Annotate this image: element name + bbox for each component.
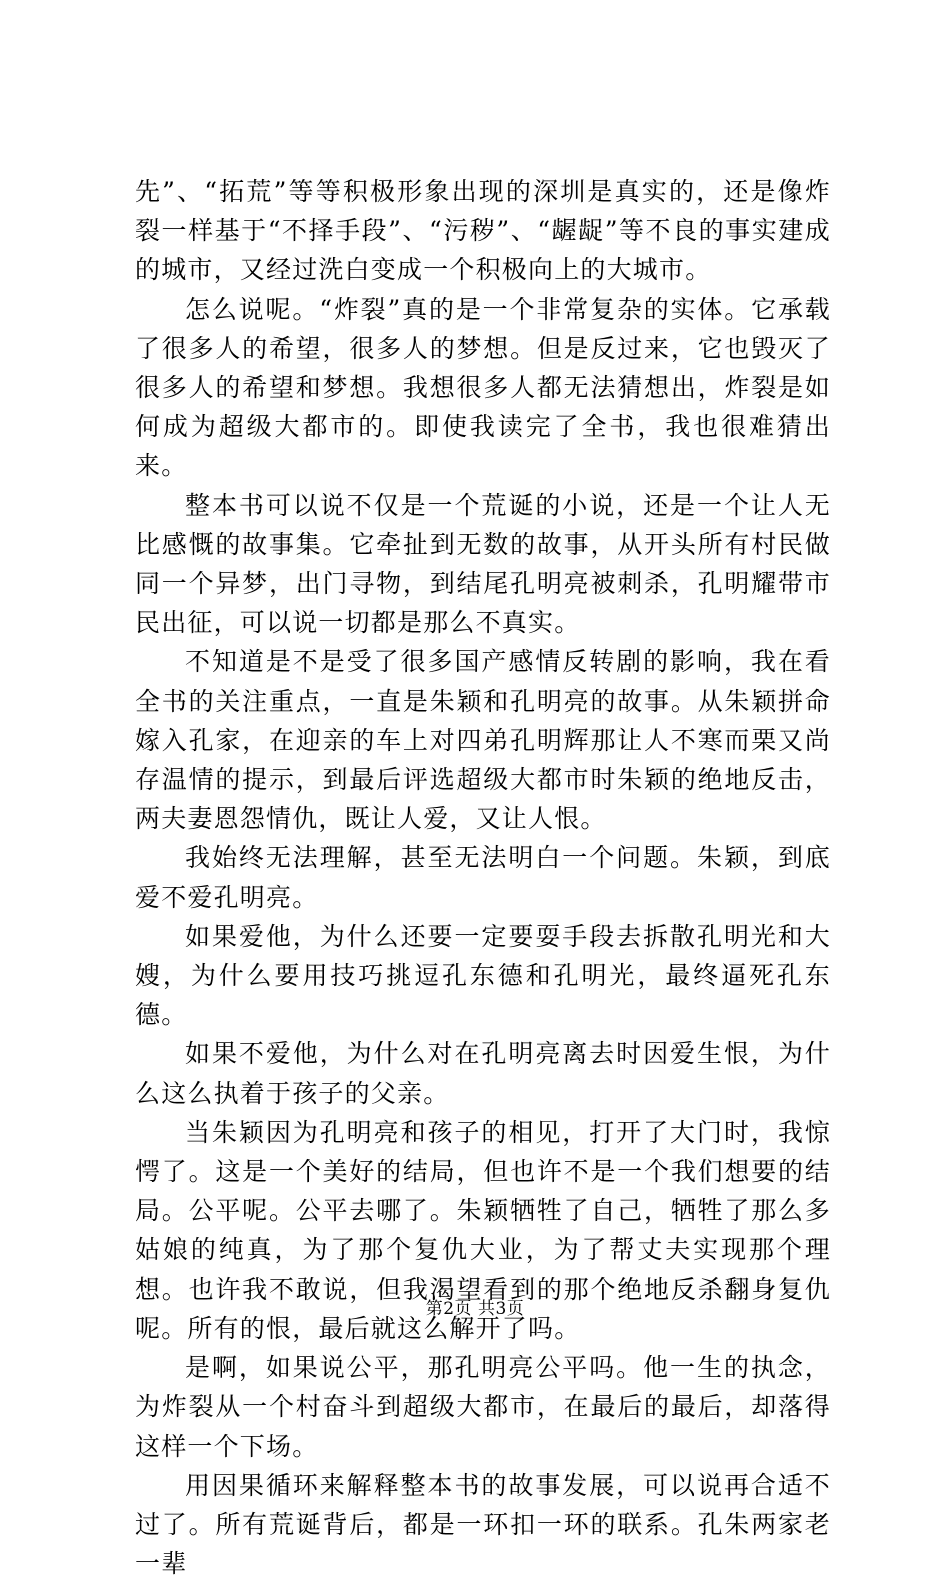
paragraph-7: 如果不爱他，为什么对在孔明亮离去时因爱生恨，为什么这么执着于孩子的父亲。 [135,1039,831,1108]
paragraph-5: 我始终无法理解，甚至无法明白一个问题。朱颖，到底爱不爱孔明亮。 [135,843,831,912]
paragraph-10: 用因果循环来解释整本书的故事发展，可以说再合适不过了。所有荒诞背后，都是一环扣一环的联系。孔朱两家老一辈 [135,1470,831,1579]
page-footer: 第2页 共3页 [425,1299,525,1319]
paragraph-6: 如果爱他，为什么还要一定要耍手段去拆散孔明光和大嫂，为什么要用技巧挑逗孔东德和孔明光，最终逼死孔东德。 [135,921,831,1030]
paragraph-2: 怎么说呢。“炸裂”真的是一个非常复杂的实体。它承载了很多人的希望，很多人的梦想。但是反过来，它也毁灭了很多人的希望和梦想。我想很多人都无法猜想出，炸裂是如何成为超级大都市的。即使我读完了全书，我也很难猜出来。 [135,294,831,481]
paragraph-4: 不知道是不是受了很多国产感情反转剧的影响，我在看全书的关注重点，一直是朱颖和孔明亮的故事。从朱颖拼命嫁入孔家，在迎亲的车上对四弟孔明辉那让人不寒而栗又尚存温情的提示，到最后评选超级大都市时朱颖的绝地反击，两夫妻恩怨情仇，既让人爱，又让人恨。 [135,647,831,834]
body-text [135,172,831,1583]
paragraph-3: 整本书可以说不仅是一个荒诞的小说，还是一个让人无比感慨的故事集。它牵扯到无数的故事，从开头所有村民做同一个异梦，出门寻物，到结尾孔明亮被刺杀，孔明耀带市民出征，可以说一切都是那么不真实。 [135,490,831,638]
paragraph-1: 先”、“拓荒”等等积极形象出现的深圳是真实的，还是像炸裂一样基于“不择手段”、“污秽”、“龌龊”等不良的事实建成的城市，又经过洗白变成一个积极向上的大城市。 [135,177,831,285]
paragraph-9: 是啊，如果说公平，那孔明亮公平吗。他一生的执念，为炸裂从一个村奋斗到超级大都市，在最后的最后，却落得这样一个下场。 [135,1353,831,1461]
paragraph-8: 当朱颖因为孔明亮和孩子的相见，打开了大门时，我惊愕了。这是一个美好的结局，但也许不是一个我们想要的结局。公平呢。公平去哪了。朱颖牺牲了自己，牺牲了那么多姑娘的纯真，为了那个复仇大业，为了帮丈夫实现那个理想。也许我不敢说，但我渴望看到的那个绝地反杀翻身复仇呢。所有的恨，最后就这么解开了吗。 [135,1117,831,1343]
